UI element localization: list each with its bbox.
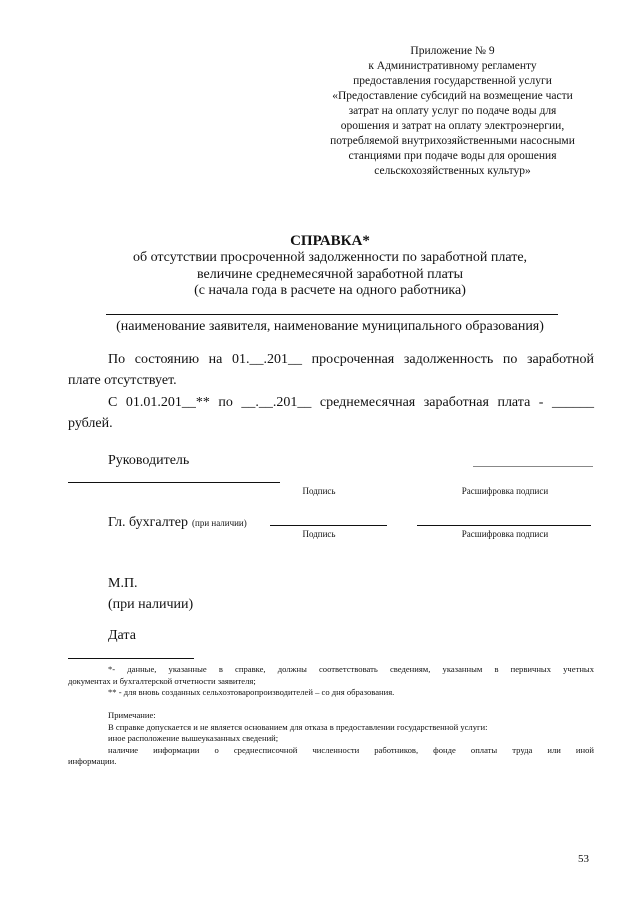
- appendix-line: к Административному регламенту: [368, 60, 537, 72]
- statement-line-salary: С 01.01.201__** по __.__.201__ среднемесячная заработная плата - ______: [108, 395, 594, 410]
- footnote-2: ** - для вновь созданных сельхозтоваропроизводителей – со дня образования.: [108, 687, 395, 697]
- applicant-caption: (наименование заявителя, наименование муниципального образования): [116, 319, 544, 334]
- appendix-line: Приложение № 9: [410, 45, 495, 57]
- certificate-title: СПРАВКА*: [290, 233, 370, 249]
- certificate-subtitle-line: (с начала года в расчете на одного работника): [194, 283, 466, 298]
- remark-heading: Примечание:: [108, 710, 156, 720]
- stamp-note: (при наличии): [108, 597, 194, 612]
- certificate-subtitle-line: величине среднемесячной заработной платы: [197, 266, 463, 282]
- head-signature-caption: Подпись: [302, 486, 336, 496]
- appendix-line: орошения и затрат на оплату электроэнергии,: [340, 120, 565, 132]
- footnote-separator: [68, 658, 194, 659]
- statement-line-debt-continued: плате отсутствует.: [68, 373, 177, 388]
- accountant-signature-line[interactable]: [270, 525, 387, 526]
- head-decoding-line[interactable]: [473, 466, 593, 467]
- accountant-label-row: [108, 512, 247, 533]
- accountant-note: (при наличии): [192, 518, 247, 528]
- head-name-line[interactable]: [68, 482, 280, 483]
- date-label: Дата: [108, 628, 136, 643]
- appendix-line: «Предоставление субсидий на возмещение части: [332, 90, 573, 102]
- remark-line-3: наличие информации о среднесписочной численности работников, фонде оплаты труда или иной: [108, 744, 594, 755]
- appendix-line: станциями при подаче воды для орошения: [348, 150, 557, 162]
- footnote-1-line-1: *- данные, указанные в справке, должны соответствовать сведениям, указанным в первичных учетных: [108, 664, 594, 674]
- appendix-line: сельскохозяйственных культур»: [374, 165, 531, 177]
- appendix-line: затрат на оплату услуг по подаче воды для: [348, 105, 557, 117]
- footnote-1-line-2: документах и бухгалтерской отчетности заявителя;: [68, 675, 256, 686]
- appendix-header: [300, 44, 605, 179]
- stamp-label: М.П.: [108, 576, 138, 591]
- page-number: 53: [578, 853, 589, 865]
- accountant-decoding-caption: Расшифровка подписи: [461, 529, 549, 539]
- certificate-title-block: [60, 232, 600, 300]
- accountant-label: Гл. бухгалтер: [108, 515, 189, 530]
- certificate-subtitle-line: об отсутствии просроченной задолженности по заработной плате,: [132, 250, 528, 265]
- accountant-signature-caption: Подпись: [302, 529, 336, 539]
- accountant-decoding-line[interactable]: [417, 525, 591, 526]
- head-label: Руководитель: [108, 453, 190, 468]
- remark-line-1: В справке допускается и не является основанием для отказа в предоставлении государственной услуги:: [108, 721, 488, 732]
- statement-line-salary-continued: рублей.: [68, 416, 113, 431]
- head-decoding-caption: Расшифровка подписи: [461, 486, 549, 496]
- appendix-line: предоставления государственной услуги: [353, 75, 552, 87]
- applicant-name-line[interactable]: [106, 314, 558, 315]
- appendix-line: потребляемой внутрихозяйственными насосными: [330, 135, 575, 147]
- remark-line-2: иное расположение вышеуказанных сведений;: [108, 733, 279, 743]
- statement-line-debt: По состоянию на 01.__.201__ просроченная задолженность по заработной: [108, 352, 594, 367]
- remark-line-4: информации.: [68, 756, 117, 766]
